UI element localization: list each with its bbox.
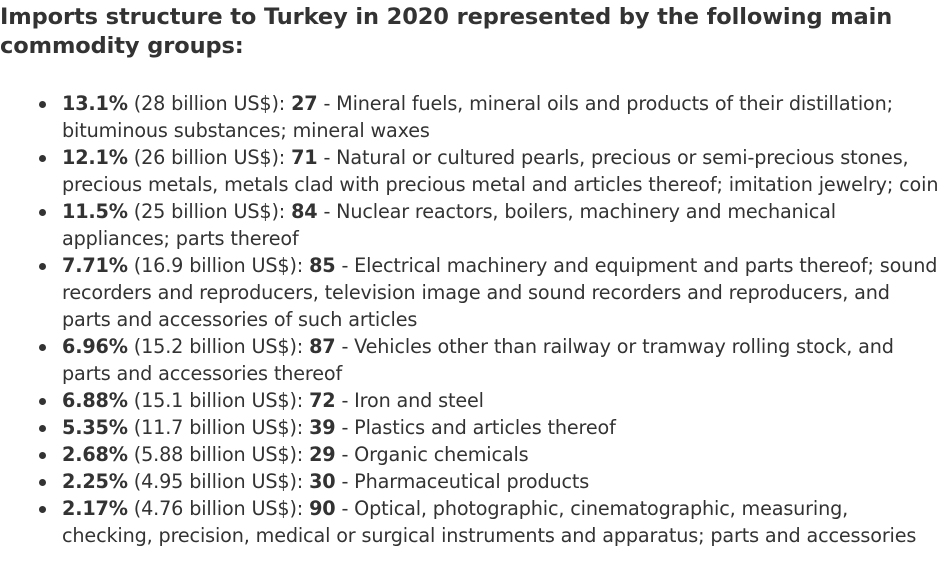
list-item bbox=[0, 198, 950, 252]
item-description: - Iron and steel bbox=[341, 389, 484, 412]
item-code: 71 bbox=[291, 146, 318, 169]
bullet-icon bbox=[39, 506, 46, 513]
item-amount: (15.2 billion US$): bbox=[133, 335, 304, 358]
item-description: - Electrical machinery and equipment and parts thereof; sound recorders and reproducers, television image and sound recorders and reproducers, and parts and accessories of such articles bbox=[62, 254, 938, 331]
list-item bbox=[0, 495, 950, 549]
item-amount: (5.88 billion US$): bbox=[133, 443, 304, 466]
item-percent: 2.25% bbox=[62, 470, 128, 493]
item-amount: (28 billion US$): bbox=[133, 92, 286, 115]
item-percent: 12.1% bbox=[62, 146, 128, 169]
list-item bbox=[0, 333, 950, 387]
item-amount: (4.76 billion US$): bbox=[133, 497, 304, 520]
item-percent: 2.68% bbox=[62, 443, 128, 466]
commodity-list bbox=[0, 90, 950, 549]
item-amount: (11.7 billion US$): bbox=[133, 416, 304, 439]
list-item bbox=[0, 252, 950, 333]
item-percent: 2.17% bbox=[62, 497, 128, 520]
bullet-icon bbox=[39, 425, 46, 432]
bullet-icon bbox=[39, 209, 46, 216]
list-item bbox=[0, 441, 950, 468]
bullet-icon bbox=[39, 155, 46, 162]
item-amount: (15.1 billion US$): bbox=[133, 389, 304, 412]
item-percent: 13.1% bbox=[62, 92, 128, 115]
item-code: 27 bbox=[291, 92, 318, 115]
bullet-icon bbox=[39, 398, 46, 405]
page-title: Imports structure to Turkey in 2020 represented by the following main commodity groups: bbox=[0, 4, 893, 59]
item-description: - Natural or cultured pearls, precious or semi-precious stones, precious metals, metals clad with precious metal and articles thereof; imitation jewelry; coin bbox=[62, 146, 939, 196]
item-amount: (26 billion US$): bbox=[133, 146, 286, 169]
item-description: - Pharmaceutical products bbox=[341, 470, 590, 493]
item-code: 29 bbox=[309, 443, 336, 466]
item-code: 30 bbox=[309, 470, 336, 493]
item-code: 85 bbox=[309, 254, 336, 277]
item-percent: 11.5% bbox=[62, 200, 128, 223]
item-amount: (16.9 billion US$): bbox=[133, 254, 304, 277]
item-description: - Organic chemicals bbox=[341, 443, 529, 466]
bullet-icon bbox=[39, 452, 46, 459]
item-description: - Optical, photographic, cinematographic, measuring, checking, precision, medical or surgical instruments and apparatus; parts and accessories bbox=[62, 497, 917, 547]
item-percent: 6.88% bbox=[62, 389, 128, 412]
list-item bbox=[0, 387, 950, 414]
item-amount: (25 billion US$): bbox=[133, 200, 286, 223]
item-code: 84 bbox=[291, 200, 318, 223]
list-item bbox=[0, 468, 950, 495]
item-percent: 7.71% bbox=[62, 254, 128, 277]
item-percent: 6.96% bbox=[62, 335, 128, 358]
item-amount: (4.95 billion US$): bbox=[133, 470, 304, 493]
list-item bbox=[0, 144, 950, 198]
item-code: 72 bbox=[309, 389, 336, 412]
bullet-icon bbox=[39, 101, 46, 108]
item-description: - Plastics and articles thereof bbox=[341, 416, 616, 439]
item-percent: 5.35% bbox=[62, 416, 128, 439]
item-description: - Nuclear reactors, boilers, machinery and mechanical appliances; parts thereof bbox=[62, 200, 836, 250]
bullet-icon bbox=[39, 263, 46, 270]
bullet-icon bbox=[39, 479, 46, 486]
item-description: - Vehicles other than railway or tramway rolling stock, and parts and accessories thereof bbox=[62, 335, 894, 385]
item-code: 90 bbox=[309, 497, 336, 520]
bullet-icon bbox=[39, 344, 46, 351]
item-code: 39 bbox=[309, 416, 336, 439]
item-code: 87 bbox=[309, 335, 336, 358]
list-item bbox=[0, 90, 950, 144]
item-description: - Mineral fuels, mineral oils and products of their distillation; bituminous substances; mineral waxes bbox=[62, 92, 893, 142]
list-item bbox=[0, 414, 950, 441]
